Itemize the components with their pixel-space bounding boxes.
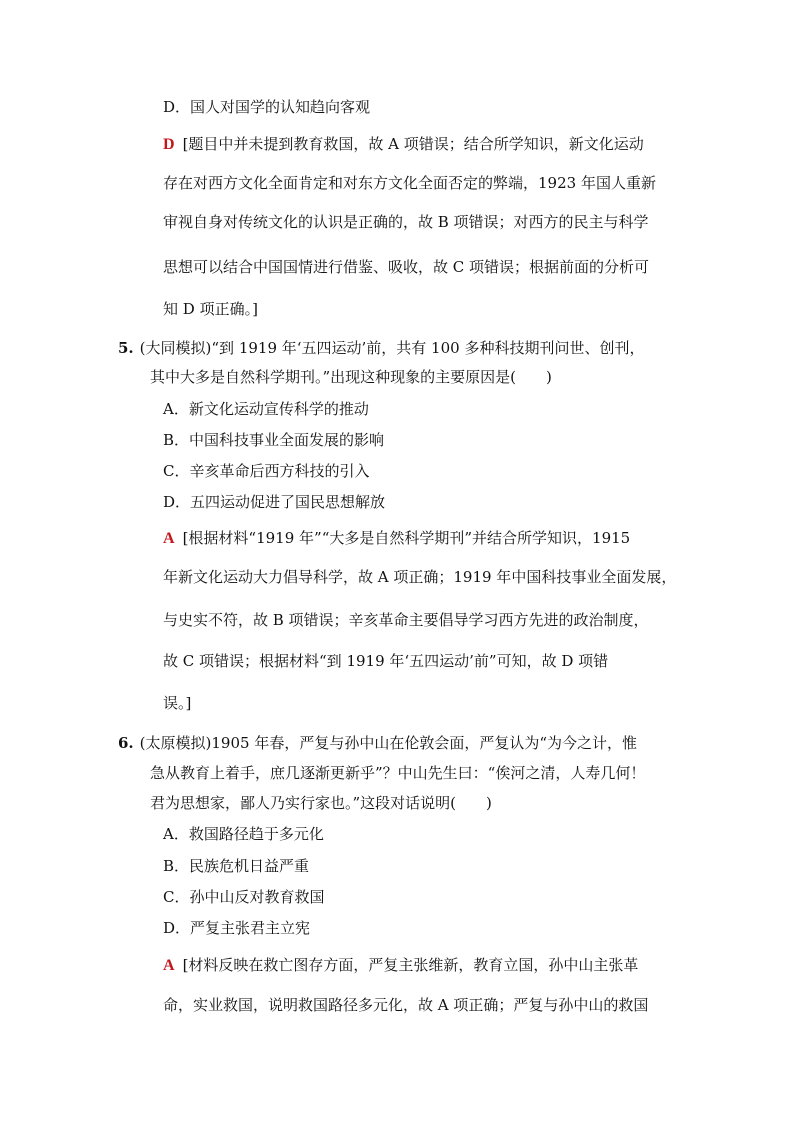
question-5-answer-line-1: [163, 528, 630, 549]
question-6-answer-letter: A: [163, 957, 175, 974]
question-6-explanation-line: 命，实业救国，说明救国路径多元化，故 A 项正确；严复与孙中山的救国: [163, 996, 649, 1014]
question-5-answer-letter: A: [163, 530, 175, 547]
question-6-option-c: C．孙中山反对教育救国: [163, 888, 325, 906]
question-5-explanation-line: 与史实不符，故 B 项错误；辛亥革命主要倡导学习西方先进的政治制度，: [163, 611, 649, 629]
question-5-option-d: D．五四运动促进了国民思想解放: [163, 493, 386, 511]
prev-explanation-line: 知 D 项正确。]: [163, 300, 258, 318]
question-5-explanation-line: 误。]: [163, 694, 192, 712]
question-6-answer-line-1: [163, 955, 638, 976]
question-5-option-c: C．辛亥革命后西方科技的引入: [163, 462, 370, 480]
question-6-stem-line-2: 急从教育上着手，庶几逐渐更新乎”？中山先生曰：“俟河之清，人寿几何！: [150, 764, 646, 782]
prev-explanation-line: 存在对西方文化全面肯定和对东方文化全面否定的弊端，1923 年国人重新: [163, 174, 656, 192]
question-6-option-b: B．民族危机日益严重: [163, 857, 310, 875]
question-5-explanation-text: [根据材料“1919 年”“大多是自然科学期刊”并结合所学知识，1915: [182, 529, 631, 547]
question-5-explanation-line: 故 C 项错误；根据材料“到 1919 年‘五四运动’前”可知，故 D 项错: [163, 652, 609, 670]
prev-explanation-line: 审视自身对传统文化的认识是正确的，故 B 项错误；对西方的民主与科学: [163, 213, 649, 231]
question-6-option-a: A．救国路径趋于多元化: [163, 825, 324, 843]
question-5-explanation-line: 年新文化运动大力倡导科学，故 A 项正确；1919 年中国科技事业全面发展，: [163, 568, 677, 586]
question-5-option-b: B．中国科技事业全面发展的影响: [163, 431, 385, 449]
prev-explanation-text: [题目中并未提到教育救国，故 A 项错误；结合所学知识，新文化运动: [182, 135, 644, 153]
question-6-explanation-text: [材料反映在救亡图存方面，严复主张维新，教育立国，孙中山主张革: [182, 956, 639, 974]
prev-answer-line-1: [163, 134, 644, 155]
question-5-stem-line-1: [118, 338, 644, 358]
question-5-number: 5.: [118, 339, 134, 357]
question-6-stem-text: (太原模拟)1905 年春，严复与孙中山在伦敦会面，严复认为“为今之计，惟: [139, 734, 637, 752]
prev-answer-letter: D: [163, 136, 175, 153]
question-6-stem-line-3: 君为思想家，鄙人乃实行家也。”这段对话说明( ): [150, 794, 492, 812]
prev-explanation-line: 思想可以结合中国国情进行借鉴、吸收，故 C 项错误；根据前面的分析可: [163, 258, 650, 276]
question-5-option-a: A．新文化运动宣传科学的推动: [163, 400, 369, 418]
question-6-option-d: D．严复主张君主立宪: [163, 919, 311, 937]
question-5-stem-line-2: 其中大多是自然科学期刊。”出现这种现象的主要原因是( ): [150, 368, 552, 386]
question-5-stem-text: (大同模拟)“到 1919 年‘五四运动’前，共有 100 多种科技期刊问世、创刊，: [139, 339, 645, 357]
question-6-stem-line-1: [118, 733, 637, 753]
prev-option-d: D．国人对国学的认知趋向客观: [163, 98, 371, 116]
question-6-number: 6.: [118, 734, 134, 752]
